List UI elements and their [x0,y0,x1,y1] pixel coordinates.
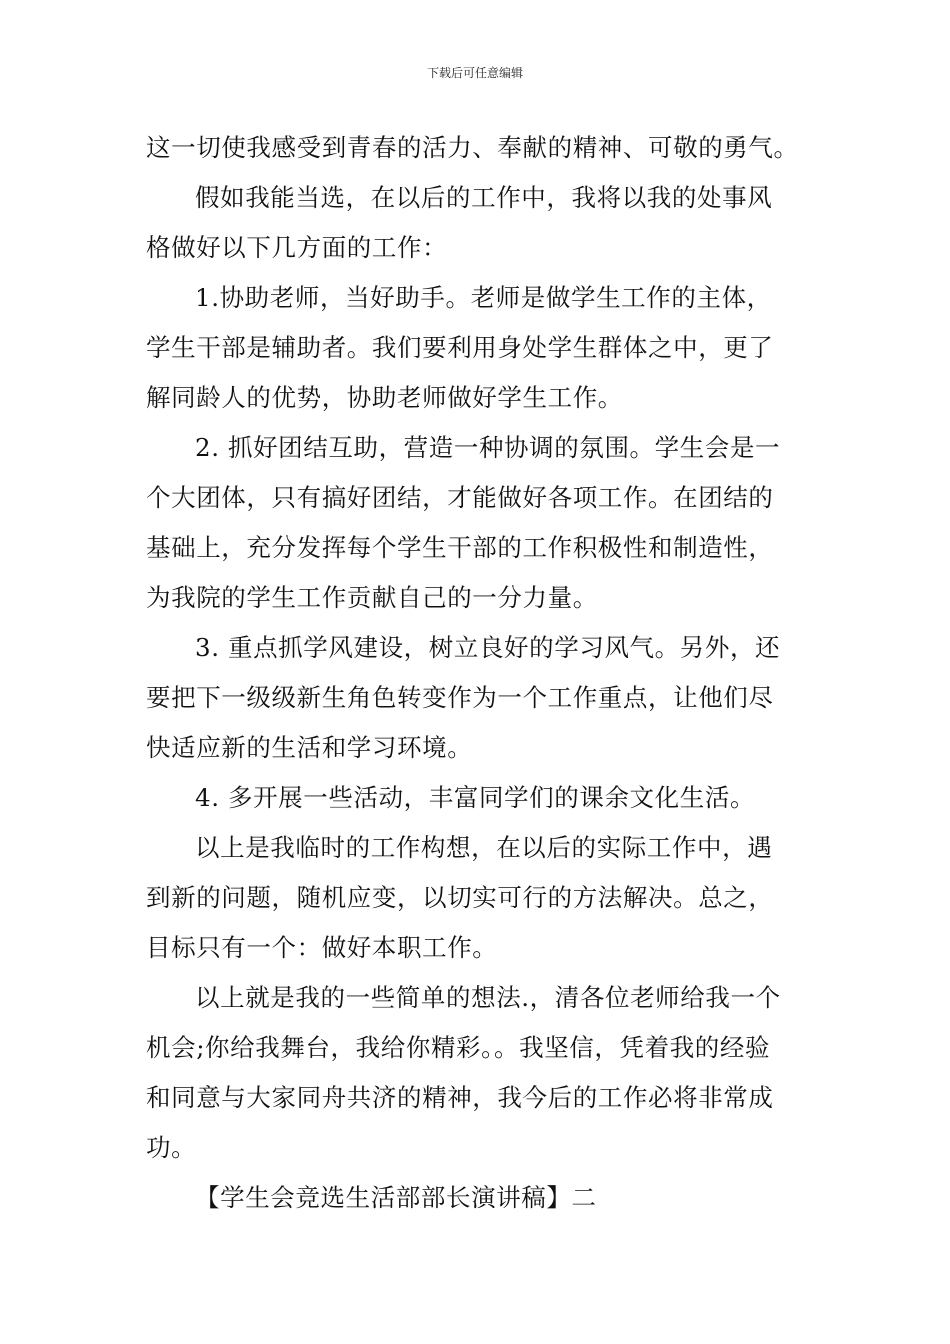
list-item-2-first-line: 2. 抓好团结互助，营造一种协调的氛围。学生会是一 [195,433,781,462]
page-header: 下载后可任意编辑 [426,66,523,80]
body-line: 基础上，充分发挥每个学生干部的工作积极性和制造性， [146,533,774,562]
body-line: 功。 [146,1133,197,1162]
body-line: 格做好以下几方面的工作： [146,233,448,262]
body-line: 解同龄人的优势，协助老师做好学生工作。 [146,383,623,412]
paragraph-first-line: 假如我能当选，在以后的工作中，我将以我的处事风 [195,183,773,212]
paragraph-first-line: 以上就是我的一些简单的想法.，清各位老师给我一个 [195,983,781,1012]
body-line: 到新的问题，随机应变，以切实可行的方法解决。总之， [146,883,774,912]
body-line: 要把下一级级新生角色转变作为一个工作重点，让他们尽 [146,683,774,712]
body-line: 为我院的学生工作贡献自己的一分力量。 [146,583,598,612]
body-line: 学生干部是辅助者。我们要利用身处学生群体之中，更了 [146,333,774,362]
list-item-1-first-line: 1.协助老师，当好助手。老师是做学生工作的主体， [195,283,772,312]
list-item-4-line: 4. 多开展一些活动，丰富同学们的课余文化生活。 [195,783,756,812]
body-line: 目标只有一个：做好本职工作。 [146,933,498,962]
section-heading: 【学生会竞选生活部部长演讲稿】二 [195,1183,597,1212]
paragraph-first-line: 以上是我临时的工作构想，在以后的实际工作中，遇 [195,833,773,862]
body-line: 机会;你给我舞台，我给你精彩。。我坚信，凭着我的经验 [146,1033,771,1062]
list-item-3-first-line: 3. 重点抓学风建设，树立良好的学习风气。另外，还 [195,633,781,662]
body-line: 这一切使我感受到青春的活力、奉献的精神、可敬的勇气。 [146,133,799,162]
body-line: 和同意与大家同舟共济的精神，我今后的工作必将非常成 [146,1083,774,1112]
body-line: 快适应新的生活和学习环境。 [146,733,473,762]
body-line: 个大团体，只有搞好团结，才能做好各项工作。在团结的 [146,483,774,512]
